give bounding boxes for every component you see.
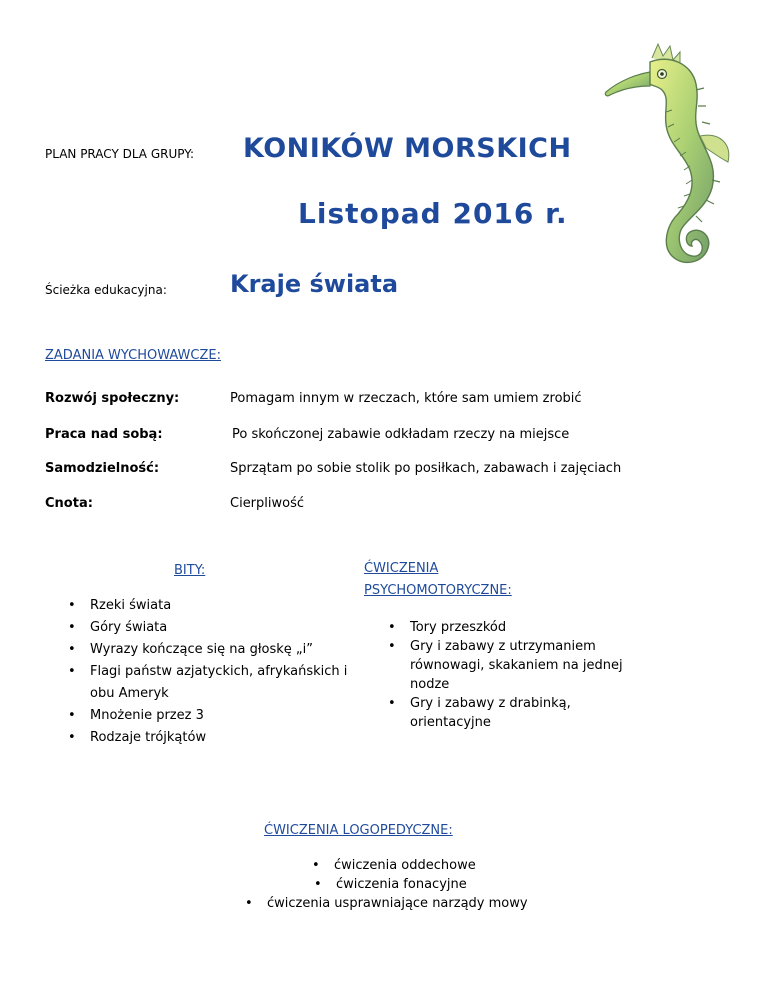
task-value-selfwork: Po skończonej zabawie odkładam rzeczy na miejsce [232, 427, 570, 442]
task-label-virtue: Cnota: [45, 496, 93, 511]
list-item: • Gry i zabawy z utrzymaniem równowagi, skakaniem na jednej nodze [410, 637, 630, 694]
list-item: • ćwiczenia usprawniające narządy mowy [267, 894, 768, 913]
list-item: • Mnożenie przez 3 [90, 705, 360, 727]
task-value-virtue: Cierpliwość [230, 496, 305, 511]
list-item: • Rzeki świata [90, 595, 360, 617]
task-label-social: Rozwój społeczny: [45, 391, 180, 406]
list-item: • Gry i zabawy z drabinką, orientacyjne [410, 694, 630, 732]
logo-heading: ĆWICZENIA LOGOPEDYCZNE: [264, 823, 453, 838]
path-value: Kraje świata [230, 270, 399, 298]
plan-label: PLAN PRACY DLA GRUPY: [45, 147, 194, 161]
path-label: Ścieżka edukacyjna: [45, 283, 167, 297]
list-item: • Rodzaje trójkątów [90, 727, 360, 749]
list-item: • Flagi państw azjatyckich, afrykańskich i obu Ameryk [90, 661, 360, 705]
task-label-independence: Samodzielność: [45, 461, 160, 476]
bity-heading: BITY: [174, 563, 206, 578]
list-item: • Góry świata [90, 617, 360, 639]
logo-list [0, 856, 768, 913]
list-item: • Wyrazy kończące się na głoskę „i” [90, 639, 360, 661]
list-item: • ćwiczenia oddechowe [334, 856, 768, 875]
seahorse-illustration [600, 40, 745, 285]
task-value-independence: Sprzątam po sobie stolik po posiłkach, zabawach i zajęciach [230, 461, 622, 476]
list-item: • ćwiczenia fonacyjne [336, 875, 768, 894]
task-value-social: Pomagam innym w rzeczach, które sam umiem zrobić [230, 391, 582, 406]
tasks-heading: ZADANIA WYCHOWAWCZE: [45, 348, 221, 363]
list-item: • Tory przeszkód [410, 618, 630, 637]
month-title: Listopad 2016 r. [298, 197, 568, 230]
task-label-selfwork: Praca nad sobą: [45, 427, 163, 442]
psycho-heading: ĆWICZENIA PSYCHOMOTORYCZNE: [364, 561, 512, 598]
group-name: KONIKÓW MORSKICH [243, 133, 572, 164]
psycho-list [410, 618, 630, 732]
bity-list [90, 595, 360, 749]
